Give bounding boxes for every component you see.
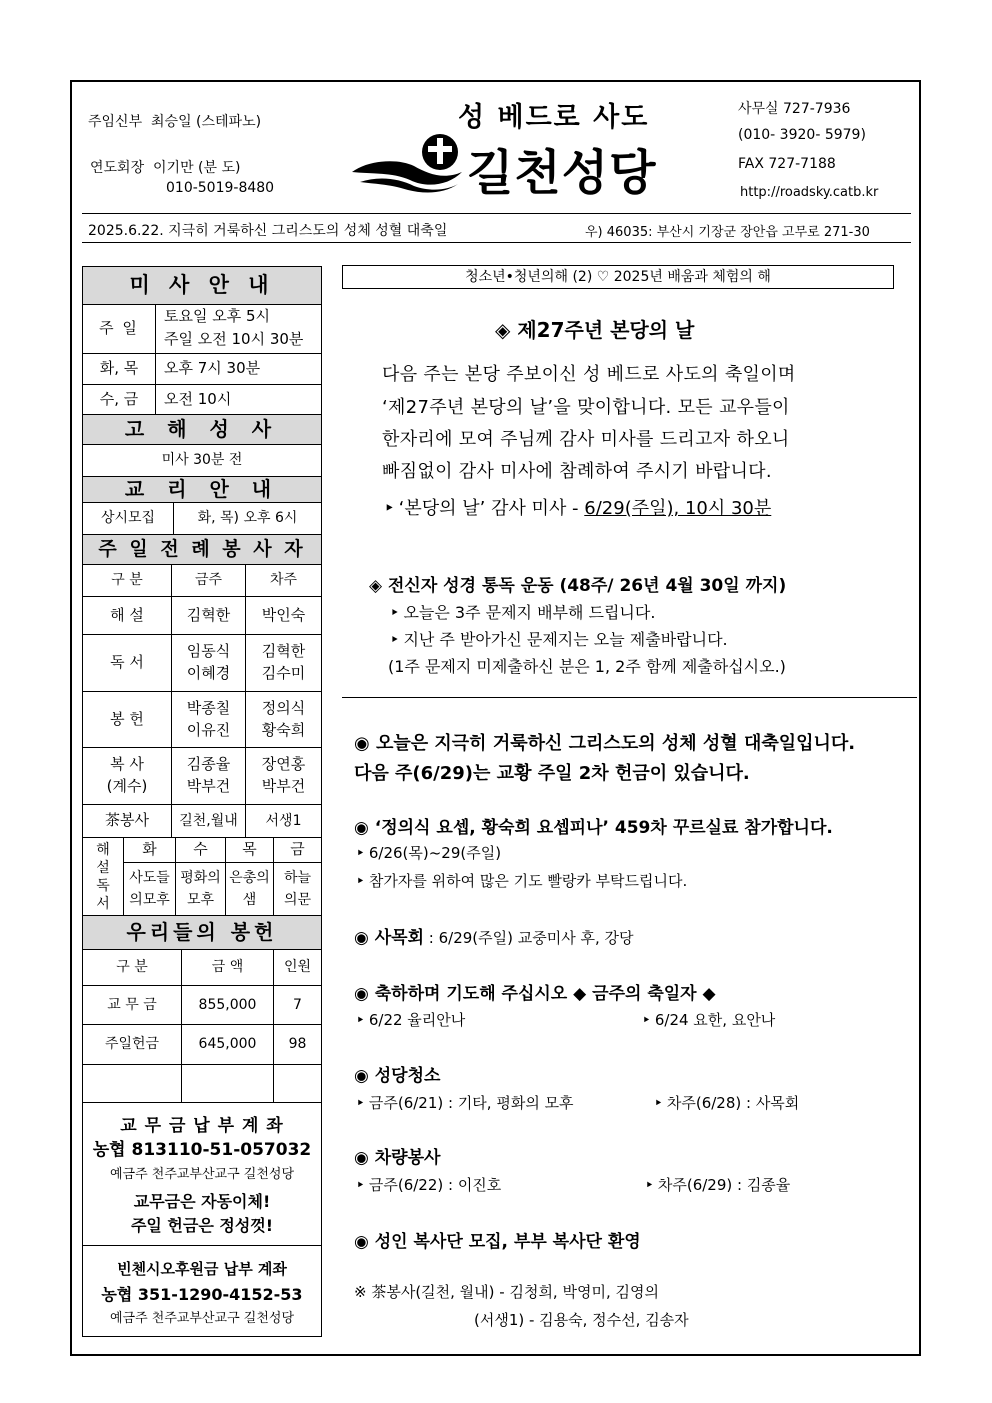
mass-sunday-label: 주 일 (83, 305, 155, 354)
servers-this: 박종칠 이유진 (171, 692, 245, 748)
offering-count: 98 (273, 1025, 321, 1065)
offering-col-category: 구 분 (83, 950, 181, 986)
parish-subtitle: 성 베드로 사도 (458, 102, 650, 133)
servers-next: 서생1 (245, 805, 321, 838)
section-divider (342, 697, 917, 698)
catechism-time: 화, 목) 오후 6시 (173, 503, 321, 535)
weekday-day: 금 (273, 838, 321, 863)
weekday-day: 목 (225, 838, 273, 863)
fax: FAX 727-7188 (738, 156, 836, 172)
weekday-server: 평화의 모후 (175, 863, 225, 916)
left-panel (82, 266, 322, 1337)
servers-this: 김혁한 (171, 597, 245, 635)
weekday-day: 화 (123, 838, 175, 863)
car-item: ‣ 차주(6/29) : 김종율 (645, 1174, 790, 1195)
servers-next: 김혁한 김수미 (245, 635, 321, 692)
servers-header: 주 일 전 례 봉 사 자 (83, 535, 321, 565)
car-title: ◉ 차량봉사 (354, 1148, 441, 1168)
account-holder: 예금주 천주교부산교구 길천성당 (109, 1167, 295, 1182)
offering-empty (273, 1065, 321, 1103)
weekday-day: 수 (175, 838, 225, 863)
anniversary-line: 빠짐없이 감사 미사에 참례하여 주시기 바랍니다. (382, 461, 772, 482)
anniversary-mass: ‣ ‘본당의 날’ 감사 미사 - 6/29(주일), 10시 30분 (384, 494, 771, 520)
mass-sunday-times: 토요일 오후 5시 주일 오전 10시 30분 (155, 305, 321, 354)
account-title: 교 무 금 납 부 계 좌 (120, 1116, 284, 1136)
feast-notice-2: 다음 주(6/29)는 교황 주일 2차 헌금이 있습니다. (354, 763, 750, 784)
offering-name: 교 무 금 (83, 986, 181, 1025)
bible-title: ◈ 전신자 성경 통독 운동 (48주/ 26년 4월 30일 까지) (369, 576, 787, 596)
mass-wedfri-label: 수, 금 (83, 385, 155, 415)
anniversary-line: 한자리에 모여 주님께 감사 미사를 드리고자 하오니 (382, 429, 790, 450)
office-phone: 사무실 727-7936 (738, 101, 851, 117)
catechism-label: 상시모집 (83, 503, 173, 535)
offering-empty (83, 1065, 181, 1103)
vincent-holder: 예금주 천주교부산교구 길천성당 (109, 1311, 295, 1326)
servers-this: 임동식 이혜경 (171, 635, 245, 692)
parish-logo-icon (348, 132, 466, 194)
cursillo-title: ◉ ‘정의식 요셉, 황숙희 요셉피나’ 459차 꾸르실료 참가합니다. (354, 818, 833, 838)
vincent-title: 빈첸시오후원금 납부 계좌 (117, 1260, 287, 1278)
servers-this: 김종율 박부건 (171, 748, 245, 805)
address: 우) 46035: 부산시 기장군 장안읍 고무로 271-30 (585, 225, 870, 240)
anniversary-line: 다음 주는 본당 주보이신 성 베드로 사도의 축일이며 (382, 364, 796, 385)
servers-next: 정의식 황숙희 (245, 692, 321, 748)
year-banner: 청소년•청년의해 (2) ♡ 2025년 배움과 체험의 해 (342, 265, 894, 289)
date-feast: 2025.6.22. 지극히 거룩하신 그리스도의 성체 성혈 대축일 (88, 223, 448, 239)
weekday-label: 해설독서 (83, 838, 123, 916)
vincent-account: 농협 351-1290-4152-53 (101, 1285, 303, 1304)
servers-next: 박인숙 (245, 597, 321, 635)
chair-phone: 010-5019-8480 (166, 180, 275, 196)
anniversary-title: ◈ 제27주년 본당의 날 (495, 318, 695, 342)
tea-service: ※ 茶봉사(길천, 월내) - 김청희, 박영미, 김영의 (354, 1283, 659, 1301)
offering-header: 우리들의 봉헌 (83, 916, 321, 950)
cursillo-item: ‣ 6/26(목)~29(주일) (356, 842, 501, 863)
cleaning-title: ◉ 성당청소 (354, 1066, 441, 1086)
catechism-header: 교 리 안 내 (83, 477, 321, 503)
bible-note: (1주 문제지 미제출하신 분은 1, 2주 함께 제출하십시오.) (388, 657, 786, 676)
confession-text: 미사 30분 전 (83, 445, 321, 477)
saints-item: ‣ 6/22 율리안나 (356, 1009, 465, 1030)
account-slogan-1: 교무금은 자동이체! (133, 1192, 271, 1211)
bible-item: ‣ 오늘은 3주 문제지 배부해 드립니다. (390, 600, 655, 623)
header-divider-top (82, 213, 911, 214)
offering-amount: 855,000 (181, 986, 273, 1025)
servers-role: 茶봉사 (83, 805, 171, 838)
chair: 연도회장 이기만 (분 도) (90, 160, 241, 176)
servers-role: 봉 헌 (83, 692, 171, 748)
cleaning-item: ‣ 금주(6/21) : 기타, 평화의 모후 (356, 1092, 574, 1113)
cursillo-item: ‣ 참가자를 위하여 많은 기도 빨랑카 부탁드립니다. (356, 870, 687, 891)
office-mobile: (010- 3920- 5979) (738, 127, 866, 143)
weekday-server: 사도들 의모후 (123, 863, 175, 916)
anniversary-line: ‘제27주년 본당의 날’을 맞이합니다. 모든 교우들이 (382, 397, 790, 418)
servers-role: 해 설 (83, 597, 171, 635)
servers-col-next: 차주 (245, 565, 321, 597)
servers-this: 길천,월내 (171, 805, 245, 838)
mass-header: 미 사 안 내 (83, 267, 321, 305)
altar-servers-title: ◉ 성인 복사단 모집, 부부 복사단 환영 (354, 1232, 641, 1252)
servers-role: 독 서 (83, 635, 171, 692)
weekday-server: 하늘 의문 (273, 863, 321, 916)
council: ◉ 사목회 : 6/29(주일) 교중미사 후, 강당 (354, 928, 634, 948)
cleaning-item: ‣ 차주(6/28) : 사목회 (654, 1092, 799, 1113)
mass-wedfri-time: 오전 10시 (155, 385, 321, 415)
servers-next: 장연홍 박부건 (245, 748, 321, 805)
parish-name: 길천성당 (467, 145, 657, 201)
website-link[interactable]: http://roadsky.catb.kr (740, 185, 879, 200)
weekday-server: 은총의 샘 (225, 863, 273, 916)
confession-header: 고 해 성 사 (83, 415, 321, 445)
tea-service-2: (서생1) - 김용숙, 정수선, 김송자 (474, 1311, 689, 1329)
servers-col-category: 구 분 (83, 565, 171, 597)
offering-amount: 645,000 (181, 1025, 273, 1065)
feast-notice: ◉ 오늘은 지극히 거룩하신 그리스도의 성체 성혈 대축일입니다. (354, 733, 856, 754)
bible-item: ‣ 지난 주 받아가신 문제지는 오늘 제출바랍니다. (390, 627, 728, 650)
mass-tuethu-time: 오후 7시 30분 (155, 354, 321, 385)
servers-role: 복 사 (계수) (83, 748, 171, 805)
account-slogan-2: 주일 헌금은 정성껏! (130, 1216, 274, 1235)
pastor: 주임신부 최승일 (스테파노) (88, 114, 262, 130)
header-divider-bottom (82, 242, 911, 243)
saints-title: ◉ 축하하며 기도해 주십시오 ◆ 금주의 축일자 ◆ (354, 984, 716, 1004)
mass-tuethu-label: 화, 목 (83, 354, 155, 385)
car-item: ‣ 금주(6/22) : 이진호 (356, 1174, 501, 1195)
servers-col-this: 금주 (171, 565, 245, 597)
offering-count: 7 (273, 986, 321, 1025)
offering-col-count: 인원 (273, 950, 321, 986)
saints-item: ‣ 6/24 요한, 요안나 (642, 1009, 775, 1030)
account-divider (83, 1245, 321, 1246)
offering-empty (181, 1065, 273, 1103)
offering-name: 주일헌금 (83, 1025, 181, 1065)
account-number: 농협 813110-51-057032 (92, 1140, 312, 1160)
offering-col-amount: 금 액 (181, 950, 273, 986)
